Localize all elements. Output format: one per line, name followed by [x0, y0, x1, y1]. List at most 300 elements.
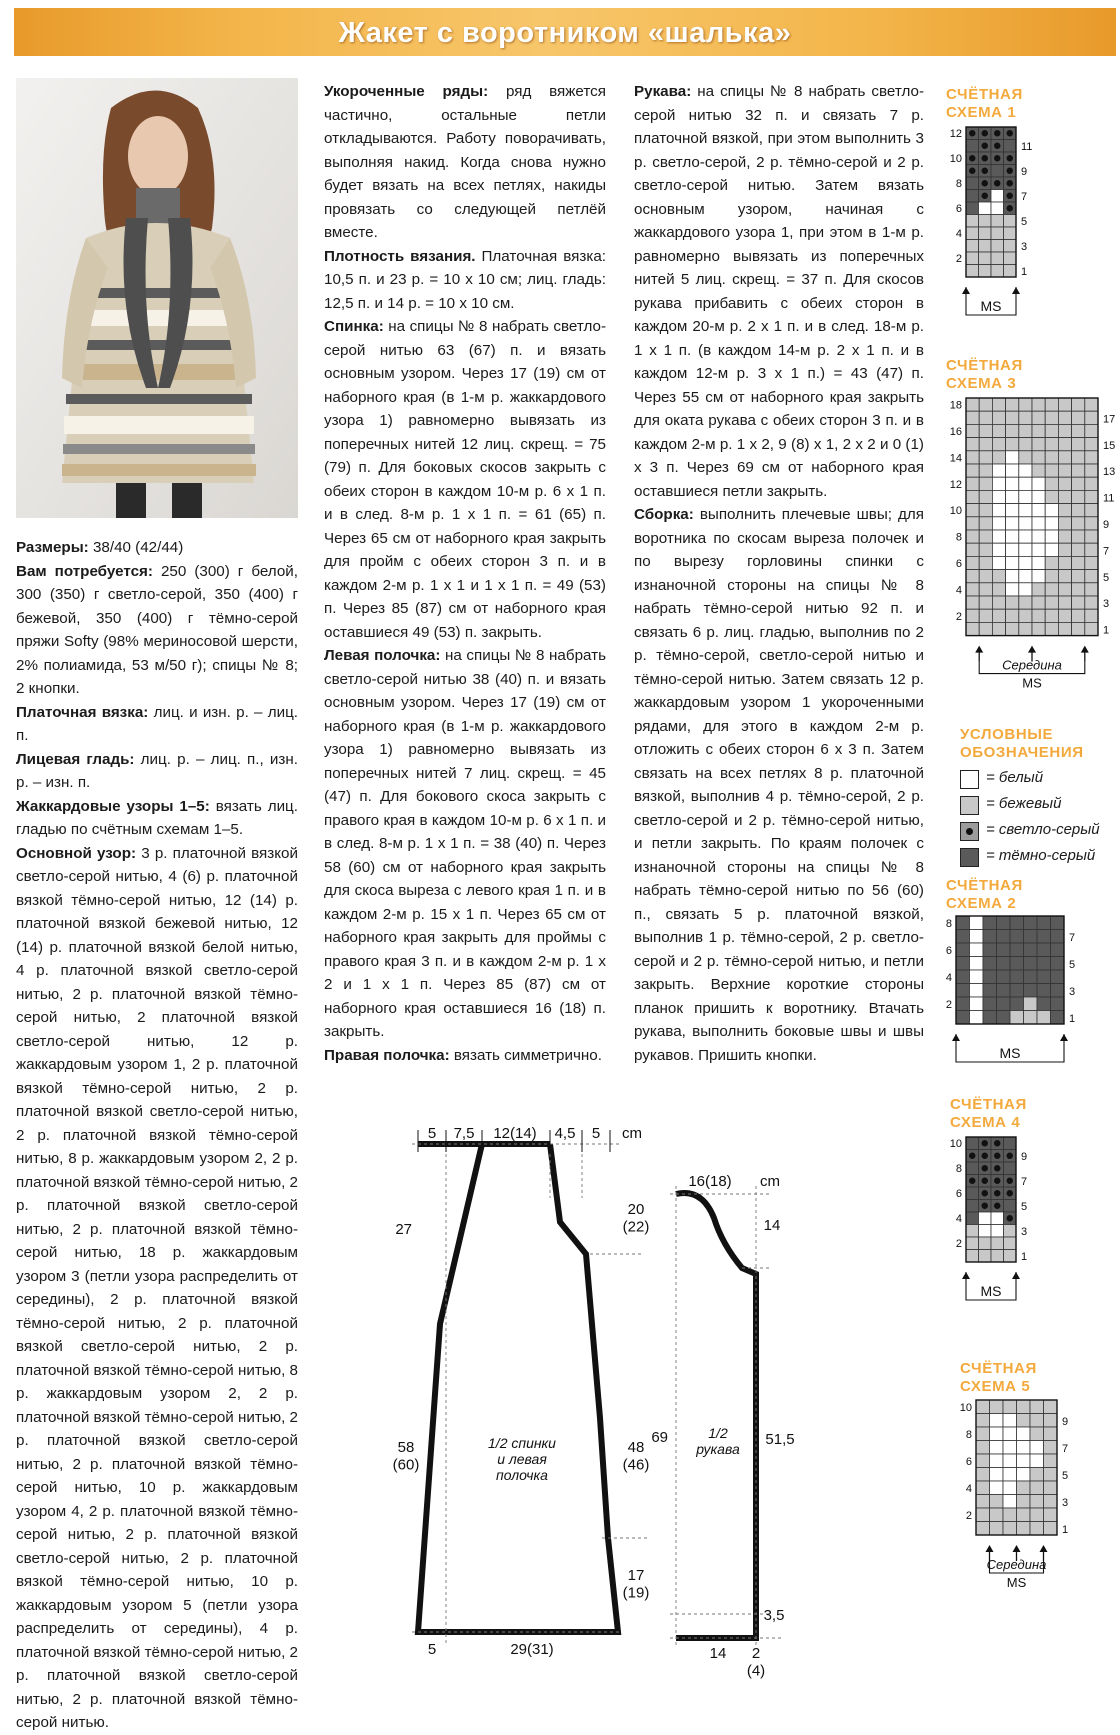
chart-cell — [1032, 504, 1045, 517]
chart-cell — [1004, 1225, 1017, 1238]
chart-cell — [1017, 1495, 1031, 1509]
chart-cell — [1030, 1508, 1044, 1522]
chart-cell — [966, 1137, 979, 1150]
chart-cell — [970, 970, 984, 984]
legend-swatch — [960, 770, 979, 789]
chart-cell-dot — [982, 168, 989, 175]
chart-cell — [1019, 583, 1032, 596]
chart-cell — [1032, 570, 1045, 583]
chart-cell — [1004, 140, 1017, 153]
chart-cell — [979, 202, 992, 215]
chart-cell — [983, 957, 997, 971]
chart-cell-dot — [1007, 1190, 1014, 1197]
chart-cell — [1017, 1522, 1031, 1536]
chart-cell — [1058, 543, 1071, 556]
chart-cell — [1058, 583, 1071, 596]
chart-cell — [966, 398, 979, 411]
chart-row-number: 8 — [965, 1428, 972, 1441]
chart-cell — [1006, 464, 1019, 477]
chart-cell-dot — [982, 193, 989, 200]
dimension-label: рукава — [696, 1441, 740, 1458]
dimension-label: 16(18) — [688, 1173, 732, 1190]
chart-cell — [1051, 970, 1065, 984]
chart-row-number: 9 — [1021, 166, 1028, 179]
chart-cell — [990, 1522, 1004, 1536]
chart-cell — [1037, 997, 1051, 1011]
legend-swatch — [960, 796, 979, 815]
chart-cell — [1058, 464, 1071, 477]
chart-cell — [1017, 1454, 1031, 1468]
chart-cell — [1072, 556, 1085, 569]
chart-cell — [976, 1400, 990, 1414]
chart-cell — [1045, 583, 1058, 596]
chart-cell — [1006, 583, 1019, 596]
chart-cell — [1019, 556, 1032, 569]
chart-cell — [979, 265, 992, 278]
chart-cell — [979, 1250, 992, 1263]
chart-row-number: 3 — [1021, 241, 1028, 254]
chart-cell — [1030, 1468, 1044, 1482]
chart-cell — [1037, 943, 1051, 957]
chart-cell — [979, 451, 992, 464]
chart-cell — [1045, 477, 1058, 490]
chart-cell — [1010, 916, 1024, 930]
chart-cell — [1045, 490, 1058, 503]
chart-cell — [1032, 424, 1045, 437]
repeat-arrowhead — [962, 1272, 1020, 1279]
chart-cell — [1032, 451, 1045, 464]
dimension-label: cm — [622, 1125, 642, 1142]
sleeve-outline — [676, 1193, 756, 1638]
chart-cell — [992, 570, 1005, 583]
legend-swatch — [960, 822, 979, 841]
chart-cell — [1004, 215, 1017, 228]
dimension-label: 17 — [627, 1567, 645, 1584]
chart-cell — [1044, 1481, 1058, 1495]
chart-cell — [1006, 596, 1019, 609]
chart-cell — [1045, 411, 1058, 424]
chart-cell-dot — [1007, 1215, 1014, 1222]
chart-cell — [966, 240, 979, 253]
chart-row-number: 9 — [1062, 1415, 1069, 1428]
chart-cell — [1051, 943, 1065, 957]
chart-cell-dot — [994, 180, 1001, 187]
chart-cell — [992, 543, 1005, 556]
chart-cell — [1085, 504, 1098, 517]
back-paragraph: Спинка: на спицы № 8 набрать светло-серой нитью 63 (67) п. и вязать основным узором. Через 17 (19) см от наборного края (в 1-м р. жаккардового узора 1) равномерно вывязать из поперечных нитей 12 лиц. скрещ. = 75 (79) п. Для боковых скосов закрыть с обеих сторон в каждом 10-м р. 6 х 1 п. и в след. 8-м р. 1 х 1 п. = 61 (65) п. Через 65 см от наборного края закрыть для пройм с обеих сторон 3 п. и в каждом 2-м р. 1 х 1 и 1 х 1 п. = 49 (53) п. Через 85 (87) см от наборного края оставшиеся 49 (53) п. закрыть. — [324, 318, 606, 641]
chart-cell — [979, 1237, 992, 1250]
chart-cell — [956, 1011, 970, 1025]
dimension-label: 12(14) — [493, 1125, 537, 1142]
chart-cell — [1010, 997, 1024, 1011]
chart-cell — [1045, 556, 1058, 569]
chart-row-number: 2 — [945, 998, 952, 1011]
chart-cell — [1006, 570, 1019, 583]
chart-cell — [1006, 530, 1019, 543]
chart-cell — [956, 916, 970, 930]
chart-row-number: 13 — [1103, 466, 1116, 479]
chart-2-title: СЧЁТНАЯ СХЕМА 2 — [946, 877, 1023, 912]
chart-row-number: 18 — [949, 399, 962, 412]
chart-cell — [979, 411, 992, 424]
chart-cell — [956, 943, 970, 957]
chart-cell — [1032, 530, 1045, 543]
chart-cell — [992, 583, 1005, 596]
chart-cell — [983, 997, 997, 1011]
chart-cell — [1058, 477, 1071, 490]
chart-cell — [979, 424, 992, 437]
chart-cell — [1045, 438, 1058, 451]
chart-cell — [976, 1441, 990, 1455]
chart-cell — [956, 997, 970, 1011]
chart-row-number: 14 — [949, 452, 962, 465]
chart-cell — [979, 438, 992, 451]
chart-cell — [1006, 438, 1019, 451]
legend-item — [960, 820, 1120, 842]
chart-cell — [1030, 1414, 1044, 1428]
chart-cell — [956, 970, 970, 984]
chart-cell — [992, 530, 1005, 543]
chart-row-number: 4 — [955, 1213, 962, 1225]
chart-cell — [966, 1250, 979, 1263]
chart-row-number: 17 — [1103, 413, 1116, 426]
chart-cell — [979, 227, 992, 240]
chart-cell — [1024, 957, 1038, 971]
chart-cell — [990, 1495, 1004, 1509]
chart-cell — [1032, 596, 1045, 609]
chart-cell-dot — [994, 155, 1001, 162]
chart-row-number: 4 — [965, 1482, 972, 1495]
chart-cell — [966, 490, 979, 503]
chart-cell — [970, 997, 984, 1011]
chart-3-title: СЧЁТНАЯ СХЕМА 3 — [946, 357, 1023, 392]
dimension-label: 14 — [763, 1217, 781, 1234]
chart-row-number: 5 — [1021, 1201, 1028, 1214]
chart-cell — [990, 1454, 1004, 1468]
chart-cell — [1037, 970, 1051, 984]
chart-row-number: 7 — [1021, 1176, 1028, 1189]
chart-cell — [1037, 984, 1051, 998]
short-rows-paragraph: Укороченные ряды: ряд вяжется частично, остальные петли откладываются. Работу поворачивать, выполняя накид. Когда снова нужно будет вязать на всех петлях, накиды провязать со следующей петлёй вместе. — [324, 83, 606, 241]
chart-cell — [1058, 596, 1071, 609]
chart-cell — [1019, 490, 1032, 503]
chart-cell — [1006, 609, 1019, 622]
main-pattern-paragraph: Основной узор: 3 р. платочной вязкой светло-серой нитью, 4 (6) р. платочной вязкой тёмно-серой нитью, 12 (14) р. платочной вязкой бежевой нитью, 12 (14) р. платочной вязкой белой нитью, 4 р. платочной вязкой светло-серой нитью, 2 р. платочной вязкой тёмно-серой нитью, 2 платочной вязкой светло-серой нитью, 12 р. жаккардовым узором 1, 2 р. платочной вязкой тёмно-серой нитью, 2 р. платочной вязкой светло-серой нитью, 2 р. платочной вязкой тёмно-серой нитью, 8 р. жаккардовым узором 2, 2 р. платочной вязкой тёмно-серой нитью, 2 р. платочной вязкой светло-серой нитью, 2 р. платочной вязкой тёмно-серой нитью, 18 р. жаккардовым узором 3 (петли узора распределить от середины), 2 р. платочной вязкой тёмно-серой нитью, 2 р. платочной вязкой светло-серой нитью, 2 р. платочной вязкой тёмно-серой нитью, 8 р. жаккардовым узором 2, 2 р. платочной вязкой тёмно-серой нитью, 2 р. платочной вязкой светло-серой нитью, 2 р. платочной вязкой тёмно-серой нитью, 10 р. жаккардовым узором 4, 2 р. платочной вязкой тёмно-серой нитью, 2 р. платочной вязкой светло-серой нитью, 2 р. платочной вязкой тёмно-серой нитью, 10 р. жаккардовым узором 5 (петли узора распределить от середины), 4 р. платочной вязкой тёмно-серой нитью, 2 р. платочной вязкой светло-серой нитью, 2 р. платочной вязкой тёмно-серой нитью. — [16, 844, 298, 1731]
jacquard-paragraph: Жаккардовые узоры 1–5: вязать лиц. гладью по счётным схемам 1–5. — [16, 797, 298, 838]
chart-cell — [1085, 570, 1098, 583]
chart-cell — [1019, 543, 1032, 556]
chart-cell — [991, 190, 1004, 203]
chart-cell — [1030, 1495, 1044, 1509]
repeat-arrowhead — [1081, 646, 1089, 653]
chart-cell — [979, 1212, 992, 1225]
chart-cell — [992, 609, 1005, 622]
chart-cell — [1032, 622, 1045, 635]
chart-cell-dot — [969, 130, 976, 137]
chart-cell — [1030, 1454, 1044, 1468]
chart-cell — [979, 609, 992, 622]
chart-cell — [991, 1225, 1004, 1238]
chart-cell — [1004, 1162, 1017, 1175]
chart-cell — [1010, 984, 1024, 998]
chart-cell — [1024, 1011, 1038, 1025]
chart-cell — [1003, 1508, 1017, 1522]
chart-cell — [1032, 517, 1045, 530]
chart-cell — [1004, 1137, 1017, 1150]
chart-cell — [966, 1225, 979, 1238]
chart-cell — [1032, 543, 1045, 556]
chart-cell — [1085, 438, 1098, 451]
chart-cell — [1032, 411, 1045, 424]
legend-dot — [966, 828, 973, 835]
legend-item — [960, 846, 1120, 868]
jacket-photo — [16, 78, 298, 518]
chart-cell — [1004, 1237, 1017, 1250]
chart-cell — [990, 1508, 1004, 1522]
repeat-arrowhead — [986, 1545, 994, 1552]
chart-row-number: 2 — [955, 610, 962, 623]
chart-cell — [1037, 930, 1051, 944]
chart-cell — [966, 1187, 979, 1200]
chart-cell — [979, 504, 992, 517]
ms-label: MS — [999, 1045, 1021, 1061]
chart-cell — [966, 411, 979, 424]
chart-cell — [966, 438, 979, 451]
chart-cell — [1030, 1441, 1044, 1455]
chart-cell-dot — [1007, 168, 1014, 175]
chart-row-number: 12 — [949, 128, 962, 140]
chart-cell — [966, 1212, 979, 1225]
chart-cell — [979, 583, 992, 596]
chart-cell-dot — [982, 130, 989, 137]
chart-cell — [1044, 1414, 1058, 1428]
chart-cell — [979, 570, 992, 583]
chart-cell — [1010, 957, 1024, 971]
chart-row-number: 9 — [1103, 519, 1110, 532]
chart-cell — [1085, 464, 1098, 477]
chart-row-number: 7 — [1062, 1442, 1069, 1455]
chart-row-number: 2 — [955, 253, 962, 265]
chart-cell — [979, 530, 992, 543]
chart-cell — [1051, 1011, 1065, 1025]
chart-cell-dot — [982, 1153, 989, 1160]
chart-row-number: 8 — [955, 178, 962, 190]
chart-cell — [1058, 517, 1071, 530]
chart-cell — [1010, 930, 1024, 944]
chart-cell — [1032, 583, 1045, 596]
chart-row-number: 9 — [1021, 1151, 1028, 1164]
chart-cell — [1045, 517, 1058, 530]
chart-row-number: 3 — [1103, 598, 1110, 611]
chart-cell-dot — [1007, 205, 1014, 212]
chart-cell — [966, 543, 979, 556]
legend-label: = бежевый — [986, 795, 1062, 812]
chart-cell — [1072, 570, 1085, 583]
chart-row-number: 2 — [965, 1509, 972, 1522]
chart-row-number: 6 — [955, 1188, 962, 1200]
chart-cell — [990, 1414, 1004, 1428]
chart-cell — [1010, 943, 1024, 957]
legend-title: УСЛОВНЫЕ ОБОЗНАЧЕНИЯ — [960, 726, 1084, 761]
chart-cell — [979, 543, 992, 556]
chart-cell — [1072, 464, 1085, 477]
chart-cell — [1072, 504, 1085, 517]
chart-cell — [1017, 1468, 1031, 1482]
chart-cell — [1017, 1481, 1031, 1495]
chart-cell — [992, 556, 1005, 569]
chart-row-number: 1 — [1062, 1523, 1069, 1536]
chart-row-number: 7 — [1021, 191, 1028, 204]
chart-cell — [1032, 464, 1045, 477]
chart-cell — [997, 970, 1011, 984]
chart-cell — [1030, 1522, 1044, 1536]
chart-cell — [1051, 997, 1065, 1011]
chart-cell — [966, 596, 979, 609]
chart-row-number: 3 — [1062, 1496, 1069, 1509]
ms-label: MS — [980, 298, 1002, 314]
chart-cell — [992, 438, 1005, 451]
garter-paragraph: Платочная вязка: лиц. и изн. р. – лиц. п. — [16, 703, 298, 744]
chart-cell — [1030, 1481, 1044, 1495]
chart-row-number: 8 — [955, 1163, 962, 1175]
chart-cell — [1072, 609, 1085, 622]
chart-cell — [966, 556, 979, 569]
chart-cell — [1006, 490, 1019, 503]
chart-row-number: 10 — [949, 1138, 962, 1150]
chart-row-number: 6 — [955, 557, 962, 570]
chart-cell — [992, 490, 1005, 503]
chart-cell — [992, 504, 1005, 517]
chart-cell — [1032, 490, 1045, 503]
center-label: Середина — [986, 1557, 1047, 1572]
chart-cell — [1030, 1427, 1044, 1441]
chart-cell-dot — [982, 143, 989, 150]
chart-cell — [1003, 1414, 1017, 1428]
chart-cell — [992, 464, 1005, 477]
chart-cell — [1017, 1441, 1031, 1455]
chart-cell — [1072, 438, 1085, 451]
chart-cell — [1045, 424, 1058, 437]
dimension-label: 20 — [627, 1201, 645, 1218]
chart-cell — [966, 265, 979, 278]
repeat-arrowhead — [1028, 646, 1036, 653]
assembly-paragraph: Сборка: выполнить плечевые швы; для воротника по скосам выреза полочек и по вырезу горловины спинки с изнаночной стороны на спицы № 8 набрать тёмно-серой нитью 92 п. и связать 6 р. лиц. гладью, выполнив по 2 р. тёмно-серой, светло-серой нитью и тёмно-серой нитью. Затем связать 12 р. жаккардовым узором 1 укороченными рядами, для этого в каждом 2-м р. отложить с обеих сторон 6 х 3 п. Затем связать на всех петлях 8 р. платочной вязкой, выполнив 4 р. тёмно-серой, 2 р. светло-серой и 2 р. тёмно-серой нитью, и петли закрыть. По краям полочек с изнаночной стороны на спицы № 8 набрать тёмно-серой нитью по 56 (60) п., связать 5 р. платочной вязкой, выполнив 1 р. тёмно-серой, 2 р. светло-серой и 2 р. тёмно-серой нитью, и петли закрыть. Верхние короткие стороны планок пришить к воротнику. Втачать рукава, выполнить боковые швы и швы рукавов. Пришить кнопки. — [634, 506, 924, 1064]
counting-chart-2 — [930, 914, 1100, 1074]
legend-label: = белый — [986, 769, 1044, 786]
chart-cell — [1072, 517, 1085, 530]
chart-cell — [991, 1250, 1004, 1263]
chart-cell-dot — [982, 1165, 989, 1172]
chart-cell — [970, 957, 984, 971]
chart-cell — [966, 622, 979, 635]
chart-cell — [983, 930, 997, 944]
chart-cell — [966, 530, 979, 543]
chart-cell — [990, 1427, 1004, 1441]
chart-row-number: 5 — [1021, 216, 1028, 229]
chart-cell — [997, 916, 1011, 930]
chart-cell — [976, 1522, 990, 1536]
chart-cell — [992, 517, 1005, 530]
chart-cell — [966, 202, 979, 215]
chart-cell — [991, 252, 1004, 265]
chart-row-number: 10 — [949, 153, 962, 165]
chart-cell — [992, 451, 1005, 464]
chart-cell — [1037, 916, 1051, 930]
dimension-label: 1/2 — [708, 1425, 728, 1441]
repeat-arrowhead — [962, 287, 1020, 294]
legend — [960, 768, 1120, 878]
materials-paragraph: Вам потребуется: 250 (300) г белой, 300 (350) г светло-серой, 350 (400) г бежевой, 350 (400) г тёмно-серой пряжи Softy (98% мериносовой шерсти, 2% полиамида, 53 м/50 г); спицы № 8; 2 кнопки. — [16, 562, 298, 697]
chart-row-number: 11 — [1103, 492, 1115, 505]
chart-cell — [1037, 1011, 1051, 1025]
chart-cell — [1058, 504, 1071, 517]
chart-cell-dot — [994, 1165, 1001, 1172]
chart-cell — [1019, 424, 1032, 437]
chart-cell — [979, 517, 992, 530]
chart-cell — [1004, 252, 1017, 265]
chart-cell — [1072, 477, 1085, 490]
chart-cell — [966, 583, 979, 596]
chart-cell — [1019, 622, 1032, 635]
chart-cell — [979, 622, 992, 635]
chart-cell-dot — [969, 155, 976, 162]
chart-cell — [970, 930, 984, 944]
chart-cell — [966, 517, 979, 530]
chart-cell — [983, 916, 997, 930]
chart-cell — [1058, 609, 1071, 622]
chart-cell — [991, 1237, 1004, 1250]
chart-row-number: 1 — [1021, 1251, 1028, 1264]
chart-cell — [1044, 1441, 1058, 1455]
chart-cell — [1004, 227, 1017, 240]
chart-cell — [1010, 970, 1024, 984]
chart-cell — [1045, 398, 1058, 411]
chart-cell — [1032, 556, 1045, 569]
dimension-label: 2 — [751, 1645, 761, 1662]
dimension-label: и левая — [497, 1451, 547, 1468]
pattern-diagram-sleeve — [651, 1173, 842, 1688]
chart-cell — [1072, 451, 1085, 464]
chart-cell-dot — [982, 180, 989, 187]
repeat-arrowhead — [975, 646, 983, 653]
chart-cell-dot — [1007, 1153, 1014, 1160]
chart-cell — [983, 1011, 997, 1025]
chart-cell — [1019, 570, 1032, 583]
chart-cell — [1024, 943, 1038, 957]
chart-4-title: СЧЁТНАЯ СХЕМА 4 — [950, 1096, 1027, 1131]
chart-cell — [1072, 622, 1085, 635]
dimension-label: (60) — [392, 1456, 420, 1474]
chart-cell — [1024, 930, 1038, 944]
chart-cell — [979, 215, 992, 228]
ms-label: MS — [1022, 675, 1042, 691]
chart-cell — [991, 240, 1004, 253]
chart-cell — [966, 477, 979, 490]
chart-cell — [1058, 398, 1071, 411]
chart-cell — [990, 1400, 1004, 1414]
chart-cell — [1058, 622, 1071, 635]
chart-cell — [1017, 1414, 1031, 1428]
counting-chart-4 — [940, 1135, 1040, 1325]
chart-cell — [990, 1481, 1004, 1495]
chart-row-number: 1 — [1103, 624, 1110, 637]
chart-row-number: 1 — [1069, 1012, 1076, 1025]
stockinette-paragraph: Лицевая гладь: лиц. р. – лиц. п., изн. р. – изн. п. — [16, 750, 298, 791]
chart-cell — [1019, 517, 1032, 530]
chart-row-number: 16 — [949, 425, 962, 438]
chart-cell — [956, 930, 970, 944]
sizes-paragraph: Размеры: 38/40 (42/44) — [16, 539, 184, 556]
